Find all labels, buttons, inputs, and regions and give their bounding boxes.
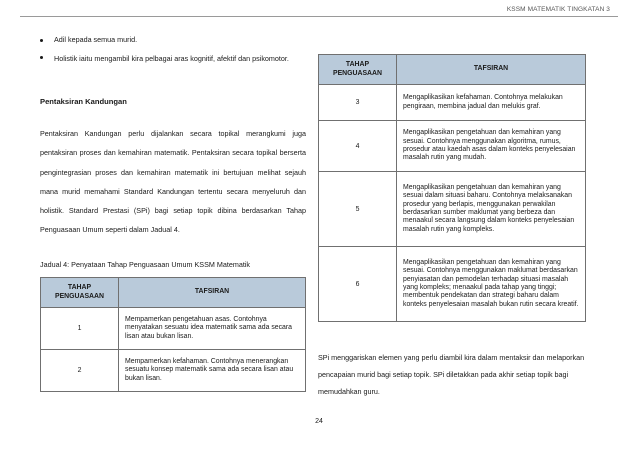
section-heading: Pentaksiran Kandungan	[40, 97, 127, 106]
level-cell: 2	[41, 350, 119, 392]
col-header-level: TAHAP PENGUASAAN	[41, 278, 119, 308]
col-header-desc: TAFSIRAN	[397, 55, 586, 85]
bullet-item	[40, 35, 306, 46]
page-number: 24	[315, 418, 323, 425]
bullet-icon	[40, 56, 43, 59]
table-header-row	[319, 55, 586, 85]
bullet-item	[40, 52, 306, 66]
table-row	[319, 247, 586, 322]
level-cell: 3	[319, 85, 397, 121]
level-cell: 6	[319, 247, 397, 322]
level-cell: 5	[319, 172, 397, 247]
body-paragraph: Pentaksiran Kandungan perlu dijalankan secara topikal merangkumi juga pentaksiran proses dan kemahiran matematik. Pentaksiran secara topikal berserta pengintegrasian proses dan kemahiran matematik ini bertujuan melihat sejauh mana murid memahami Standard Kandungan tertentu secara menyeluruh dan holistik. Standard Prestasi (SPi) bagi setiap topik dibina berdasarkan Tahap Penguasaan Umum seperti dalam Jadual 4.	[40, 129, 306, 235]
bullet-text: Holistik iaitu mengambil kira pelbagai aras kognitif, afektif dan psikomotor.	[54, 54, 289, 63]
table-row	[41, 350, 306, 392]
table-header-row	[41, 278, 306, 308]
header-rule	[20, 16, 618, 17]
col-header-level: TAHAP PENGUASAAN	[319, 55, 397, 85]
table-caption: Jadual 4: Penyataan Tahap Penguasaan Umum KSSM Matematik	[40, 260, 251, 269]
desc-cell: Mengaplikasikan pengetahuan dan kemahiran yang sesuai. Contohnya menggunakan algoritma, rumus, prosedur atau kaedah asas dalam konteks penyelesaian masalah rutin yang mudah.	[397, 121, 586, 172]
desc-cell: Mempamerkan kefahaman. Contohnya menerangkan sesuatu konsep matematik sama ada secara lisan atau bukan lisan.	[119, 350, 306, 392]
mastery-table-part-2	[318, 54, 586, 322]
spi-paragraph: SPi menggariskan elemen yang perlu diambil kira dalam mentaksir dan melaporkan pencapaian murid bagi setiap topik. SPi diletakkan pada akhir setiap topik bagi memudahkan guru.	[318, 353, 585, 396]
table-row	[319, 121, 586, 172]
desc-cell: Mengaplikasikan kefahaman. Contohnya melakukan pengiraan, membina jadual dan melukis graf.	[397, 85, 586, 121]
table-row	[319, 172, 586, 247]
desc-cell: Mengaplikasikan pengetahuan dan kemahiran yang sesuai dalam situasi baharu. Contohnya melaksanakan prosedur yang berlapis, menggunakan perwakilan berdasarkan sumber maklumat yang berbeza dan menaakul secara langsung dalam konteks penyelesaian masalah rutin yang kompleks.	[397, 172, 586, 247]
level-cell: 4	[319, 121, 397, 172]
desc-cell: Mempamerkan pengetahuan asas. Contohnya menyatakan sesuatu idea matematik sama ada secara lisan atau bukan lisan.	[119, 308, 306, 350]
table-row	[41, 308, 306, 350]
bullet-icon	[40, 39, 43, 42]
col-header-desc: TAFSIRAN	[119, 278, 306, 308]
mastery-table-part-1	[40, 277, 306, 392]
table-row	[319, 85, 586, 121]
desc-cell: Mengaplikasikan pengetahuan dan kemahiran yang sesuai. Contohnya menggunakan maklumat berdasarkan penyiasatan dan pemodelan terhadap situasi masalah yang kompleks; menaakul pada tahap yang tinggi; membentuk pendekatan dan strategi baharu dalam konteks penyelesaian masalah bukan rutin secara kreatif.	[397, 247, 586, 322]
bullet-text: Adil kepada semua murid.	[54, 35, 138, 44]
level-cell: 1	[41, 308, 119, 350]
running-header: KSSM MATEMATIK TINGKATAN 3	[506, 6, 610, 13]
